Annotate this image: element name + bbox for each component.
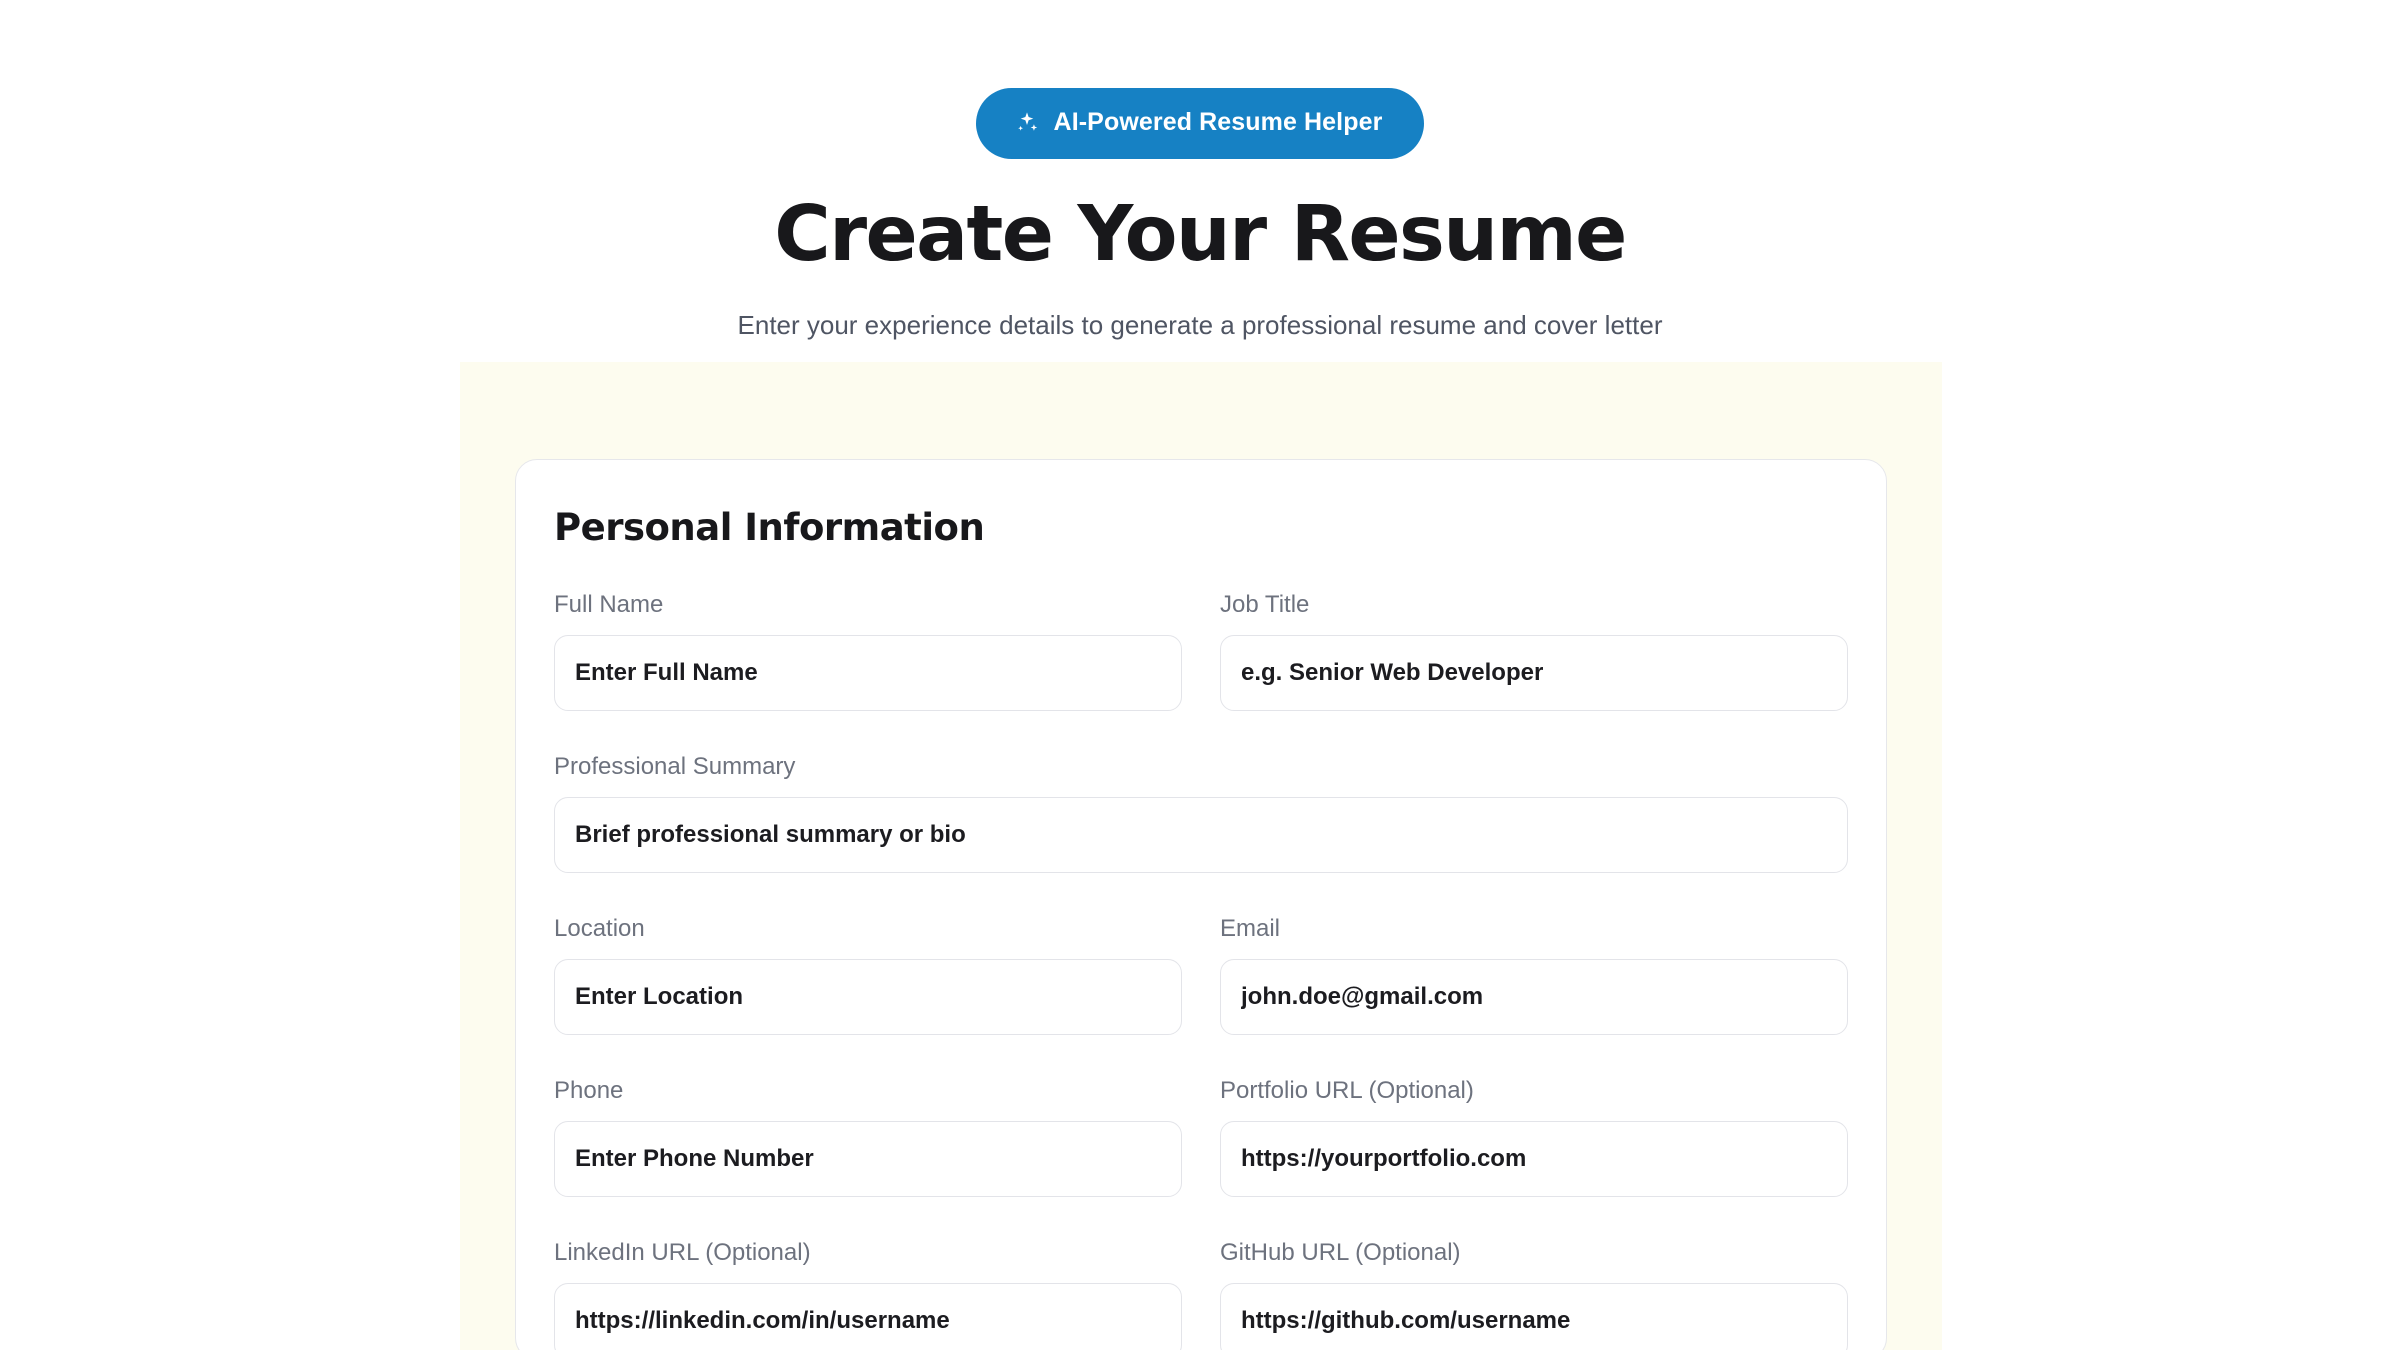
github-url-input[interactable] — [1220, 1283, 1848, 1350]
professional-summary-input[interactable] — [554, 797, 1848, 873]
field-professional-summary — [554, 753, 1848, 873]
field-label: Professional Summary — [554, 753, 796, 780]
ai-resume-helper-badge[interactable] — [976, 88, 1425, 159]
portfolio-url-input[interactable] — [1220, 1121, 1848, 1197]
field-email — [1220, 915, 1848, 1035]
job-title-input[interactable] — [1220, 635, 1848, 711]
personal-information-form — [554, 549, 1848, 1350]
location-input[interactable] — [554, 959, 1182, 1035]
field-label: GitHub URL (Optional) — [1220, 1239, 1461, 1266]
field-github-url — [1220, 1239, 1848, 1350]
page-subtitle: Enter your experience details to generate a professional resume and cover letter — [737, 309, 1663, 340]
field-label: Email — [1220, 915, 1281, 942]
sparkle-icon — [1014, 110, 1040, 136]
field-label: Location — [554, 915, 645, 942]
field-linkedin-url — [554, 1239, 1182, 1350]
phone-input[interactable] — [554, 1121, 1182, 1197]
ai-resume-helper-badge-label: AI-Powered Resume Helper — [1053, 108, 1383, 136]
field-label: Job Title — [1220, 591, 1310, 618]
page-title: Create Your Resume — [774, 190, 1626, 279]
field-phone — [554, 1077, 1182, 1197]
field-full-name — [554, 591, 1182, 711]
hero-section — [0, 0, 2400, 341]
linkedin-url-input[interactable] — [554, 1283, 1182, 1350]
full-name-input[interactable] — [554, 635, 1182, 711]
field-location — [554, 915, 1182, 1035]
field-job-title — [1220, 591, 1848, 711]
field-label: LinkedIn URL (Optional) — [554, 1239, 811, 1266]
field-label: Phone — [554, 1077, 624, 1104]
field-label: Portfolio URL (Optional) — [1220, 1077, 1474, 1104]
field-portfolio-url — [1220, 1077, 1848, 1197]
field-label: Full Name — [554, 591, 664, 618]
card-title: Personal Information — [554, 506, 985, 549]
email-input[interactable] — [1220, 959, 1848, 1035]
personal-information-card — [515, 459, 1887, 1350]
